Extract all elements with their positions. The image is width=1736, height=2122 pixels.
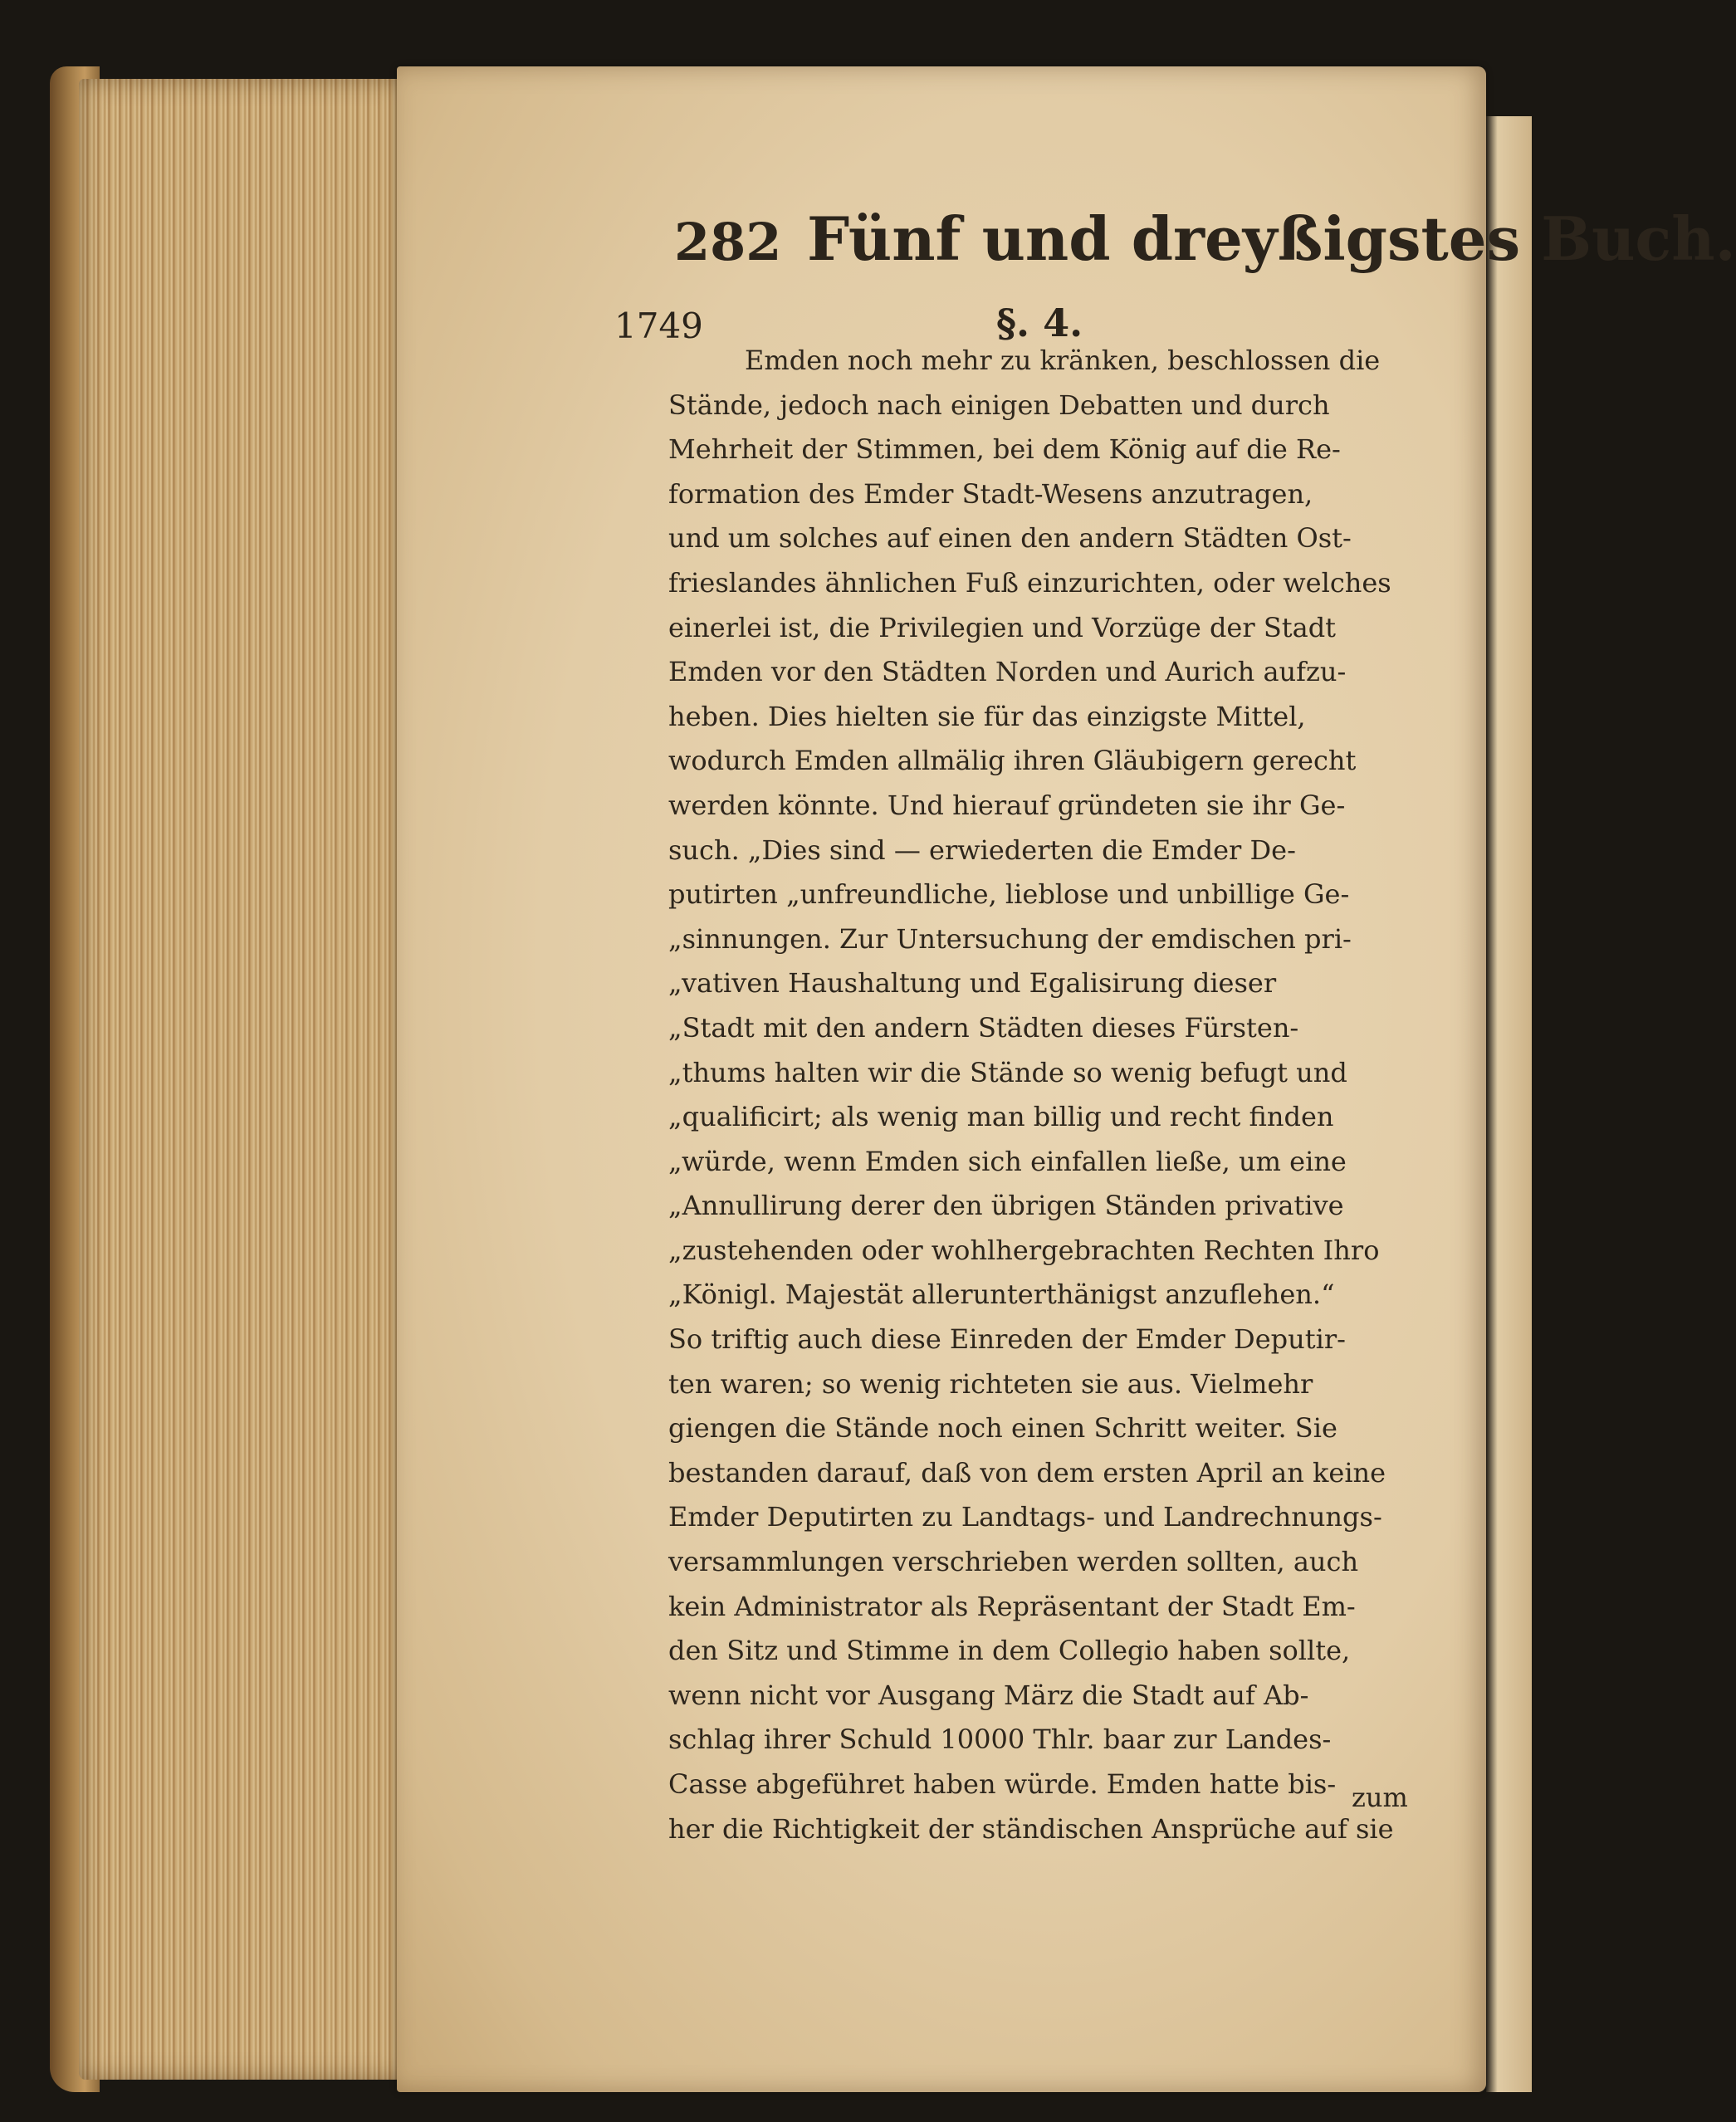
text-line: „Stadt mit den andern Städten dieses Fürsten- [668,1011,1299,1044]
text-line: „zustehenden oder wohlhergebrachten Rechten Ihro [668,1234,1380,1266]
page-stack-edge [79,79,407,2080]
text-line: bestanden darauf, daß von dem ersten April an keine [668,1456,1386,1489]
text-line: Mehrheit der Stimmen, bei dem König auf die Re- [668,433,1341,466]
text-line: formation des Emder Stadt-Wesens anzutragen, [668,477,1313,510]
text-line: So triftig auch diese Einreden der Emder Deputir- [668,1323,1346,1356]
page-number: 282 [674,212,782,272]
text-line: „Annullirung derer den übrigen Ständen privative [668,1190,1344,1222]
text-line: Emden noch mehr zu kränken, beschlossen die [745,345,1381,376]
catchword: zum [1352,1782,1408,1813]
text-line: kein Administrator als Repräsentant der Stadt Em- [668,1590,1356,1622]
margin-year-note: 1749 [614,306,703,346]
text-line: wodurch Emden allmälig ihren Gläubigern gerecht [668,745,1357,777]
text-line: wenn nicht vor Ausgang März die Stadt auf Ab- [668,1679,1309,1711]
body-text [668,339,1424,1851]
text-line: „sinnungen. Zur Untersuchung der emdischen pri- [668,922,1352,955]
text-line: und um solches auf einen den andern Städten Ost- [668,522,1352,555]
text-line: Stände, jedoch nach einigen Debatten und durch [668,389,1330,421]
text-line: einerlei ist, die Privilegien und Vorzüge der Stadt [668,611,1337,643]
text-line: Casse abgeführet haben würde. Emden hatte bis- [668,1768,1337,1800]
text-line: den Sitz und Stimme in dem Collegio haben sollte, [668,1635,1351,1667]
text-line: schlag ihrer Schuld 10000 Thlr. baar zur Landes- [668,1724,1332,1756]
text-line: werden könnte. Und hierauf gründeten sie ihr Ge- [668,789,1346,821]
text-line: Emder Deputirten zu Landtags- und Landrechnungs- [668,1501,1382,1533]
text-line: giengen die Stände noch einen Schritt weiter. Sie [668,1412,1337,1445]
text-line: ten waren; so wenig richteten sie aus. Vielmehr [668,1367,1313,1400]
section-heading: §. 4. [996,301,1083,345]
text-line: „thums halten wir die Stände so wenig befugt und [668,1056,1347,1088]
text-line: „Königl. Majestät allerunterthänigst anzuflehen.“ [668,1279,1335,1311]
text-line: such. „Dies sind — erwiederten die Emder De- [668,834,1296,866]
text-line: putirten „unfreundliche, lieblose und unbillige Ge- [668,878,1350,911]
text-line: heben. Dies hielten sie für das einzigste Mittel, [668,700,1306,732]
text-line: versammlungen verschrieben werden sollten, auch [668,1546,1359,1578]
running-title: Fünf und dreyßigstes Buch. [807,203,1736,274]
text-line: Emden vor den Städten Norden und Aurich aufzu- [668,656,1347,688]
text-line: „würde, wenn Emden sich einfallen ließe, um eine [668,1145,1347,1177]
text-line: „vativen Haushaltung und Egalisirung dieser [668,967,1277,1000]
text-line: „qualificirt; als wenig man billig und recht finden [668,1101,1334,1133]
facing-page-edge [1486,116,1532,2092]
text-line: her die Richtigkeit der ständischen Ansprüche auf sie [668,1812,1394,1845]
text-line: frieslandes ähnlichen Fuß einzurichten, oder welches [668,566,1391,599]
